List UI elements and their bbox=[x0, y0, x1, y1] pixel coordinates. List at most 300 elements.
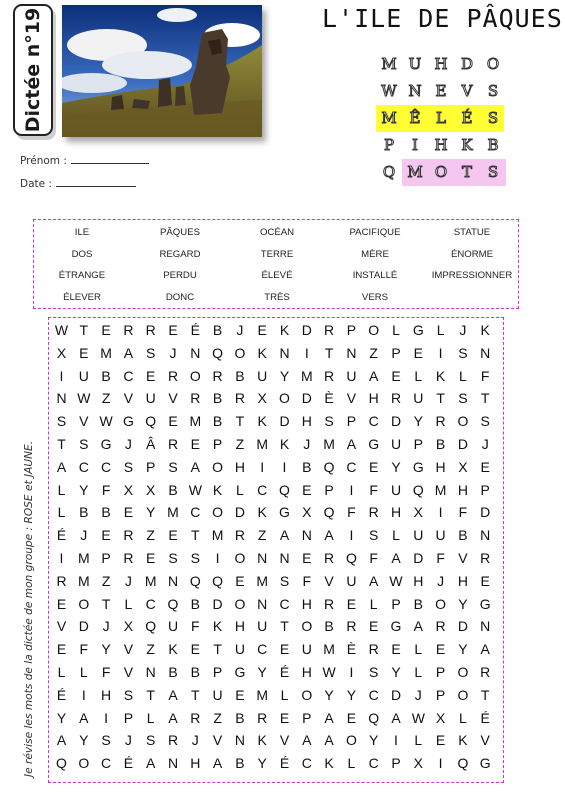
puzzle-letter[interactable]: A bbox=[79, 709, 89, 726]
puzzle-letter[interactable]: E bbox=[101, 527, 111, 544]
puzzle-letter[interactable]: O bbox=[301, 618, 313, 635]
puzzle-letter[interactable]: P bbox=[212, 436, 223, 452]
puzzle-letter[interactable]: S bbox=[190, 550, 200, 566]
puzzle-letter[interactable]: B bbox=[235, 367, 245, 384]
puzzle-letter[interactable]: L bbox=[414, 367, 423, 384]
puzzle-letter[interactable]: A bbox=[369, 367, 379, 384]
puzzle-letter[interactable]: R bbox=[212, 367, 223, 384]
puzzle-letter[interactable]: R bbox=[324, 550, 335, 566]
puzzle-letter[interactable]: S bbox=[324, 413, 334, 430]
puzzle-letter[interactable]: N bbox=[301, 527, 312, 544]
puzzle-letter[interactable]: T bbox=[79, 322, 89, 338]
puzzle-letter[interactable]: L bbox=[79, 664, 88, 680]
puzzle-letter[interactable]: A bbox=[168, 686, 178, 703]
puzzle-letter[interactable]: B bbox=[190, 664, 200, 680]
puzzle-letter[interactable]: I bbox=[104, 709, 109, 726]
puzzle-letter[interactable]: E bbox=[369, 618, 379, 635]
puzzle-letter[interactable]: V bbox=[458, 550, 468, 566]
puzzle-letter[interactable]: S bbox=[369, 527, 379, 544]
puzzle-letter[interactable]: X bbox=[458, 458, 468, 475]
puzzle-letter[interactable]: A bbox=[391, 550, 401, 566]
puzzle-letter[interactable]: A bbox=[302, 732, 312, 749]
puzzle-letter[interactable]: L bbox=[436, 322, 445, 338]
puzzle-letter[interactable]: D bbox=[390, 413, 402, 430]
puzzle-letter[interactable]: D bbox=[301, 322, 312, 338]
puzzle-letter[interactable]: É bbox=[190, 322, 200, 338]
puzzle-letter[interactable]: J bbox=[124, 572, 132, 589]
puzzle-letter[interactable]: M bbox=[256, 436, 269, 452]
puzzle-letter[interactable]: E bbox=[279, 641, 290, 658]
puzzle-letter[interactable]: A bbox=[480, 641, 490, 658]
puzzle-letter[interactable]: G bbox=[412, 458, 424, 475]
puzzle-letter[interactable]: Q bbox=[279, 481, 290, 498]
puzzle-letter[interactable]: R bbox=[145, 322, 156, 338]
puzzle-letter[interactable]: O bbox=[435, 595, 447, 612]
puzzle-letter[interactable]: B bbox=[302, 458, 312, 475]
puzzle-letter[interactable]: F bbox=[302, 572, 312, 589]
puzzle-letter[interactable]: É bbox=[480, 709, 490, 726]
puzzle-letter[interactable]: X bbox=[257, 390, 267, 407]
puzzle-letter[interactable]: W bbox=[77, 390, 91, 407]
puzzle-letter[interactable]: P bbox=[346, 322, 357, 338]
puzzle-letter[interactable]: X bbox=[146, 481, 156, 498]
puzzle-letter[interactable]: V bbox=[212, 732, 223, 749]
puzzle-letter[interactable]: X bbox=[56, 344, 67, 361]
puzzle-letter[interactable]: N bbox=[346, 344, 357, 361]
puzzle-letter[interactable]: X bbox=[413, 755, 423, 772]
puzzle-letter[interactable]: K bbox=[324, 755, 334, 772]
puzzle-letter[interactable]: Q bbox=[167, 595, 179, 612]
puzzle-letter[interactable]: B bbox=[435, 436, 446, 452]
puzzle-letter[interactable]: E bbox=[168, 322, 178, 338]
puzzle-letter[interactable]: C bbox=[123, 367, 134, 384]
puzzle-letter[interactable]: M bbox=[167, 504, 179, 521]
puzzle-letter[interactable]: R bbox=[435, 413, 446, 430]
puzzle-letter[interactable]: A bbox=[346, 436, 357, 452]
puzzle-letter[interactable]: O bbox=[301, 686, 313, 703]
puzzle-letter[interactable]: A bbox=[324, 709, 334, 726]
puzzle-letter[interactable]: F bbox=[369, 550, 378, 566]
puzzle-letter[interactable]: Y bbox=[346, 686, 357, 703]
puzzle-letter[interactable]: R bbox=[123, 322, 134, 338]
puzzle-letter[interactable]: M bbox=[256, 686, 269, 703]
puzzle-letter[interactable]: V bbox=[346, 390, 357, 407]
puzzle-letter[interactable]: L bbox=[235, 481, 244, 498]
puzzle-letter[interactable]: O bbox=[189, 367, 201, 384]
puzzle-letter[interactable]: E bbox=[435, 641, 446, 658]
puzzle-letter[interactable]: U bbox=[257, 367, 268, 384]
puzzle-letter[interactable]: E bbox=[302, 550, 312, 566]
puzzle-letter[interactable]: S bbox=[279, 572, 290, 589]
puzzle-letter[interactable]: J bbox=[169, 344, 177, 361]
puzzle-letter[interactable]: D bbox=[234, 504, 245, 521]
puzzle-letter[interactable]: L bbox=[146, 709, 155, 726]
puzzle-letter[interactable]: F bbox=[369, 481, 378, 498]
puzzle-letter[interactable]: V bbox=[79, 413, 89, 430]
puzzle-letter[interactable]: K bbox=[279, 436, 290, 452]
puzzle-letter[interactable]: W bbox=[389, 572, 403, 589]
puzzle-letter[interactable]: N bbox=[167, 755, 179, 772]
puzzle-letter[interactable]: W bbox=[411, 709, 425, 726]
puzzle-letter[interactable]: J bbox=[124, 436, 132, 452]
puzzle-letter[interactable]: V bbox=[56, 618, 67, 635]
puzzle-letter[interactable]: W bbox=[99, 413, 113, 430]
puzzle-letter[interactable]: B bbox=[168, 481, 178, 498]
puzzle-letter[interactable]: G bbox=[479, 595, 491, 612]
puzzle-letter[interactable]: V bbox=[123, 641, 134, 658]
puzzle-letter[interactable]: R bbox=[390, 390, 402, 407]
puzzle-letter[interactable]: M bbox=[256, 572, 269, 589]
puzzle-letter[interactable]: I bbox=[438, 755, 443, 772]
puzzle-letter[interactable]: T bbox=[191, 686, 200, 703]
puzzle-letter[interactable]: L bbox=[414, 641, 423, 658]
puzzle-letter[interactable]: D bbox=[212, 595, 223, 612]
puzzle-letter[interactable]: R bbox=[190, 709, 201, 726]
puzzle-letter[interactable]: R bbox=[324, 322, 335, 338]
puzzle-letter[interactable]: E bbox=[435, 732, 446, 749]
puzzle-letter[interactable]: P bbox=[391, 595, 401, 612]
puzzle-letter[interactable]: U bbox=[390, 436, 402, 452]
puzzle-letter[interactable]: G bbox=[234, 664, 246, 680]
puzzle-letter[interactable]: N bbox=[145, 664, 156, 680]
puzzle-letter[interactable]: L bbox=[369, 595, 378, 612]
puzzle-letter[interactable]: O bbox=[457, 664, 469, 680]
puzzle-letter[interactable]: E bbox=[123, 504, 134, 521]
puzzle-letter[interactable]: X bbox=[123, 618, 134, 635]
puzzle-letter[interactable]: U bbox=[145, 390, 156, 407]
puzzle-letter[interactable]: J bbox=[191, 732, 199, 749]
puzzle-letter[interactable]: K bbox=[458, 732, 468, 749]
puzzle-letter[interactable]: A bbox=[324, 527, 334, 544]
puzzle-letter[interactable]: C bbox=[346, 458, 357, 475]
puzzle-letter[interactable]: K bbox=[257, 504, 267, 521]
puzzle-letter[interactable]: A bbox=[279, 527, 290, 544]
puzzle-letter[interactable]: V bbox=[324, 572, 334, 589]
puzzle-letter[interactable]: E bbox=[190, 436, 200, 452]
puzzle-letter[interactable]: E bbox=[346, 595, 357, 612]
puzzle-letter[interactable]: D bbox=[78, 618, 89, 635]
puzzle-letter[interactable]: Z bbox=[235, 436, 245, 452]
puzzle-letter[interactable]: L bbox=[458, 709, 467, 726]
puzzle-letter[interactable]: E bbox=[369, 458, 379, 475]
puzzle-letter[interactable]: I bbox=[438, 344, 443, 361]
puzzle-letter[interactable]: E bbox=[391, 367, 401, 384]
puzzle-letter[interactable]: E bbox=[235, 572, 245, 589]
puzzle-letter[interactable]: M bbox=[77, 550, 90, 566]
puzzle-letter[interactable]: D bbox=[413, 550, 424, 566]
puzzle-letter[interactable]: D bbox=[301, 390, 312, 407]
puzzle-letter[interactable]: É bbox=[123, 755, 134, 772]
puzzle-letter[interactable]: E bbox=[302, 481, 312, 498]
puzzle-letter[interactable]: K bbox=[212, 481, 223, 498]
puzzle-letter[interactable]: K bbox=[279, 322, 290, 338]
puzzle-letter[interactable]: U bbox=[167, 618, 179, 635]
puzzle-letter[interactable]: Y bbox=[257, 664, 267, 680]
puzzle-letter[interactable]: K bbox=[480, 322, 490, 338]
puzzle-letter[interactable]: S bbox=[146, 344, 156, 361]
puzzle-letter[interactable]: R bbox=[190, 390, 201, 407]
puzzle-letter[interactable]: U bbox=[435, 527, 446, 544]
puzzle-letter[interactable]: T bbox=[324, 344, 334, 361]
puzzle-letter[interactable]: F bbox=[458, 504, 468, 521]
puzzle-letter[interactable]: T bbox=[480, 390, 490, 407]
puzzle-letter[interactable]: I bbox=[349, 664, 354, 680]
puzzle-letter[interactable]: O bbox=[78, 755, 90, 772]
puzzle-letter[interactable]: Q bbox=[189, 572, 201, 589]
puzzle-letter[interactable]: O bbox=[212, 458, 224, 475]
puzzle-letter[interactable]: I bbox=[282, 458, 287, 475]
puzzle-letter[interactable]: R bbox=[167, 436, 179, 452]
puzzle-letter[interactable]: F bbox=[101, 664, 111, 680]
puzzle-letter[interactable]: M bbox=[189, 413, 202, 430]
puzzle-letter[interactable]: V bbox=[123, 664, 134, 680]
puzzle-letter[interactable]: H bbox=[234, 618, 245, 635]
puzzle-letter[interactable]: A bbox=[56, 732, 67, 749]
puzzle-letter[interactable]: M bbox=[100, 344, 112, 361]
puzzle-letter[interactable]: L bbox=[414, 732, 423, 749]
puzzle-letter[interactable]: P bbox=[146, 458, 156, 475]
puzzle-letter[interactable]: Z bbox=[101, 572, 111, 589]
puzzle-letter[interactable]: Z bbox=[257, 527, 267, 544]
puzzle-letter[interactable]: E bbox=[146, 550, 156, 566]
puzzle-letter[interactable]: F bbox=[101, 481, 111, 498]
puzzle-letter[interactable]: S bbox=[101, 732, 111, 749]
puzzle-letter[interactable]: W bbox=[54, 322, 69, 338]
puzzle-letter[interactable]: K bbox=[257, 413, 267, 430]
puzzle-letter[interactable]: Y bbox=[79, 732, 89, 749]
puzzle-letter[interactable]: Z bbox=[146, 641, 155, 658]
puzzle-letter[interactable]: T bbox=[57, 436, 66, 452]
puzzle-letter[interactable]: A bbox=[123, 344, 134, 361]
puzzle-letter[interactable]: Q bbox=[368, 709, 380, 726]
puzzle-letter[interactable]: I bbox=[394, 732, 398, 749]
puzzle-letter[interactable]: E bbox=[480, 458, 490, 475]
puzzle-letter[interactable]: Q bbox=[145, 413, 157, 430]
puzzle-letter[interactable]: P bbox=[302, 709, 312, 726]
puzzle-letter[interactable]: Â bbox=[146, 436, 156, 452]
puzzle-letter[interactable]: T bbox=[235, 413, 245, 430]
puzzle-letter[interactable]: P bbox=[391, 755, 401, 772]
puzzle-letter[interactable]: E bbox=[391, 641, 401, 658]
puzzle-letter[interactable]: R bbox=[480, 550, 491, 566]
puzzle-letter[interactable]: J bbox=[303, 436, 311, 452]
puzzle-letter[interactable]: T bbox=[101, 595, 111, 612]
puzzle-letter[interactable]: Q bbox=[412, 481, 424, 498]
puzzle-letter[interactable]: C bbox=[101, 755, 112, 772]
puzzle-letter[interactable]: B bbox=[212, 413, 223, 430]
puzzle-letter[interactable]: F bbox=[480, 367, 490, 384]
puzzle-letter[interactable]: S bbox=[458, 344, 468, 361]
puzzle-letter[interactable]: L bbox=[57, 504, 66, 521]
puzzle-letter[interactable]: D bbox=[279, 413, 290, 430]
puzzle-letter[interactable]: S bbox=[123, 686, 134, 703]
puzzle-letter[interactable]: M bbox=[211, 527, 224, 544]
puzzle-letter[interactable]: É bbox=[56, 686, 67, 703]
puzzle-letter[interactable]: M bbox=[300, 367, 313, 384]
puzzle-letter[interactable]: C bbox=[257, 641, 268, 658]
puzzle-letter[interactable]: S bbox=[56, 413, 67, 430]
puzzle-letter[interactable]: L bbox=[280, 686, 289, 703]
puzzle-letter[interactable]: C bbox=[368, 413, 379, 430]
puzzle-letter[interactable]: C bbox=[190, 504, 201, 521]
puzzle-letter[interactable]: R bbox=[123, 527, 134, 544]
puzzle-letter[interactable]: É bbox=[56, 527, 67, 544]
puzzle-letter[interactable]: O bbox=[234, 595, 246, 612]
puzzle-letter[interactable]: V bbox=[168, 390, 178, 407]
puzzle-letter[interactable]: A bbox=[168, 709, 178, 726]
puzzle-letter[interactable]: P bbox=[212, 664, 223, 680]
puzzle-letter[interactable]: P bbox=[123, 709, 134, 726]
puzzle-letter[interactable]: O bbox=[212, 504, 224, 521]
puzzle-letter[interactable]: B bbox=[79, 504, 89, 521]
puzzle-letter[interactable]: I bbox=[304, 344, 309, 361]
puzzle-letter[interactable]: Y bbox=[279, 367, 290, 384]
puzzle-letter[interactable]: S bbox=[369, 664, 379, 680]
puzzle-letter[interactable]: B bbox=[212, 390, 223, 407]
puzzle-letter[interactable]: O bbox=[457, 413, 469, 430]
puzzle-letter[interactable]: S bbox=[458, 390, 468, 407]
puzzle-letter[interactable]: Z bbox=[213, 709, 222, 726]
puzzle-letter[interactable]: V bbox=[279, 732, 290, 749]
puzzle-letter[interactable]: U bbox=[390, 481, 402, 498]
puzzle-letter[interactable]: A bbox=[369, 572, 379, 589]
puzzle-letter[interactable]: O bbox=[234, 550, 246, 566]
puzzle-letter[interactable]: O bbox=[279, 390, 290, 407]
puzzle-letter[interactable]: F bbox=[347, 504, 356, 521]
puzzle-letter[interactable]: H bbox=[301, 664, 312, 680]
puzzle-letter[interactable]: T bbox=[213, 641, 222, 658]
puzzle-letter[interactable]: Y bbox=[324, 686, 334, 703]
puzzle-letter[interactable]: A bbox=[56, 458, 67, 475]
puzzle-letter[interactable]: E bbox=[56, 641, 67, 658]
puzzle-letter[interactable]: R bbox=[234, 390, 245, 407]
puzzle-letter[interactable]: I bbox=[215, 550, 220, 566]
puzzle-letter[interactable]: L bbox=[347, 755, 356, 772]
puzzle-letter[interactable]: S bbox=[168, 550, 178, 566]
puzzle-letter[interactable]: J bbox=[80, 527, 88, 544]
puzzle-letter[interactable]: N bbox=[234, 732, 245, 749]
puzzle-letter[interactable]: L bbox=[392, 322, 400, 338]
puzzle-letter[interactable]: C bbox=[279, 595, 290, 612]
puzzle-letter[interactable]: Q bbox=[212, 344, 224, 361]
puzzle-letter[interactable]: J bbox=[102, 618, 110, 635]
puzzle-letter[interactable]: N bbox=[257, 595, 268, 612]
puzzle-letter[interactable]: G bbox=[368, 436, 380, 452]
puzzle-letter[interactable]: A bbox=[190, 458, 200, 475]
puzzle-letter[interactable]: E bbox=[346, 709, 357, 726]
puzzle-letter[interactable]: C bbox=[368, 755, 379, 772]
puzzle-letter[interactable]: H bbox=[368, 390, 379, 407]
puzzle-letter[interactable]: T bbox=[480, 686, 490, 703]
puzzle-letter[interactable]: B bbox=[168, 664, 178, 680]
puzzle-letter[interactable]: Q bbox=[212, 572, 224, 589]
puzzle-letter[interactable]: Y bbox=[413, 413, 423, 430]
puzzle-letter[interactable]: I bbox=[349, 481, 354, 498]
puzzle-letter[interactable]: A bbox=[391, 709, 401, 726]
puzzle-letter[interactable]: R bbox=[368, 641, 379, 658]
puzzle-letter[interactable]: V bbox=[480, 732, 490, 749]
puzzle-letter[interactable]: R bbox=[324, 595, 335, 612]
puzzle-letter[interactable]: O bbox=[345, 732, 357, 749]
puzzle-letter[interactable]: B bbox=[324, 618, 334, 635]
puzzle-letter[interactable]: A bbox=[146, 755, 156, 772]
puzzle-letter[interactable]: B bbox=[235, 709, 245, 726]
puzzle-letter[interactable]: Q bbox=[56, 755, 67, 772]
puzzle-letter[interactable]: P bbox=[435, 664, 446, 680]
puzzle-letter[interactable]: N bbox=[257, 550, 268, 566]
puzzle-letter[interactable]: H bbox=[457, 481, 468, 498]
puzzle-letter[interactable]: D bbox=[457, 618, 468, 635]
puzzle-letter[interactable]: X bbox=[435, 709, 446, 726]
puzzle-letter[interactable]: Y bbox=[101, 641, 111, 658]
puzzle-letter[interactable]: G bbox=[479, 755, 491, 772]
puzzle-letter[interactable]: N bbox=[190, 344, 201, 361]
puzzle-letter[interactable]: È bbox=[324, 390, 334, 407]
puzzle-letter[interactable]: K bbox=[257, 344, 267, 361]
puzzle-letter[interactable]: B bbox=[212, 322, 223, 338]
puzzle-letter[interactable]: R bbox=[324, 367, 335, 384]
puzzle-letter[interactable]: Y bbox=[369, 732, 379, 749]
puzzle-letter[interactable]: M bbox=[77, 572, 90, 589]
puzzle-letter[interactable]: T bbox=[280, 618, 289, 635]
puzzle-letter[interactable]: N bbox=[279, 344, 290, 361]
puzzle-letter[interactable]: È bbox=[346, 641, 357, 658]
puzzle-letter[interactable]: V bbox=[123, 390, 134, 407]
puzzle-letter[interactable]: C bbox=[301, 755, 312, 772]
puzzle-letter[interactable]: Y bbox=[391, 664, 401, 680]
puzzle-letter[interactable]: K bbox=[168, 641, 178, 658]
puzzle-letter[interactable]: I bbox=[59, 367, 64, 384]
puzzle-letter[interactable]: B bbox=[413, 595, 423, 612]
puzzle-letter[interactable]: S bbox=[123, 458, 134, 475]
puzzle-letter[interactable]: P bbox=[480, 481, 490, 498]
puzzle-letter[interactable]: U bbox=[301, 641, 312, 658]
puzzle-letter[interactable]: O bbox=[78, 595, 90, 612]
puzzle-letter[interactable]: H bbox=[101, 686, 112, 703]
puzzle-letter[interactable]: R bbox=[257, 709, 268, 726]
puzzle-letter[interactable]: E bbox=[480, 572, 490, 589]
puzzle-letter[interactable]: P bbox=[101, 550, 111, 566]
puzzle-letter[interactable]: U bbox=[212, 686, 223, 703]
puzzle-letter[interactable]: T bbox=[436, 390, 445, 407]
puzzle-letter[interactable]: Y bbox=[458, 595, 468, 612]
puzzle-letter[interactable]: H bbox=[435, 458, 446, 475]
puzzle-letter[interactable]: N bbox=[480, 344, 491, 361]
puzzle-letter[interactable]: N bbox=[480, 527, 491, 544]
puzzle-letter[interactable]: S bbox=[79, 436, 89, 452]
puzzle-letter[interactable]: E bbox=[413, 344, 423, 361]
puzzle-letter[interactable]: E bbox=[257, 322, 267, 338]
puzzle-letter[interactable]: X bbox=[302, 504, 312, 521]
puzzle-letter[interactable]: E bbox=[79, 344, 89, 361]
puzzle-letter[interactable]: E bbox=[168, 413, 178, 430]
puzzle-letter[interactable]: I bbox=[260, 458, 265, 475]
first-name-line[interactable] bbox=[71, 153, 149, 164]
puzzle-letter[interactable]: R bbox=[167, 367, 179, 384]
puzzle-letter[interactable]: R bbox=[234, 527, 245, 544]
puzzle-letter[interactable]: S bbox=[146, 732, 156, 749]
puzzle-letter[interactable]: A bbox=[212, 755, 223, 772]
puzzle-letter[interactable]: C bbox=[78, 458, 89, 475]
puzzle-letter[interactable]: X bbox=[413, 504, 423, 521]
puzzle-letter[interactable]: O bbox=[457, 686, 469, 703]
puzzle-letter[interactable]: E bbox=[168, 527, 178, 544]
puzzle-letter[interactable]: D bbox=[480, 504, 491, 521]
puzzle-letter[interactable]: B bbox=[101, 367, 111, 384]
puzzle-letter[interactable]: H bbox=[390, 504, 402, 521]
puzzle-letter[interactable]: I bbox=[81, 686, 86, 703]
puzzle-letter[interactable]: L bbox=[392, 527, 400, 544]
